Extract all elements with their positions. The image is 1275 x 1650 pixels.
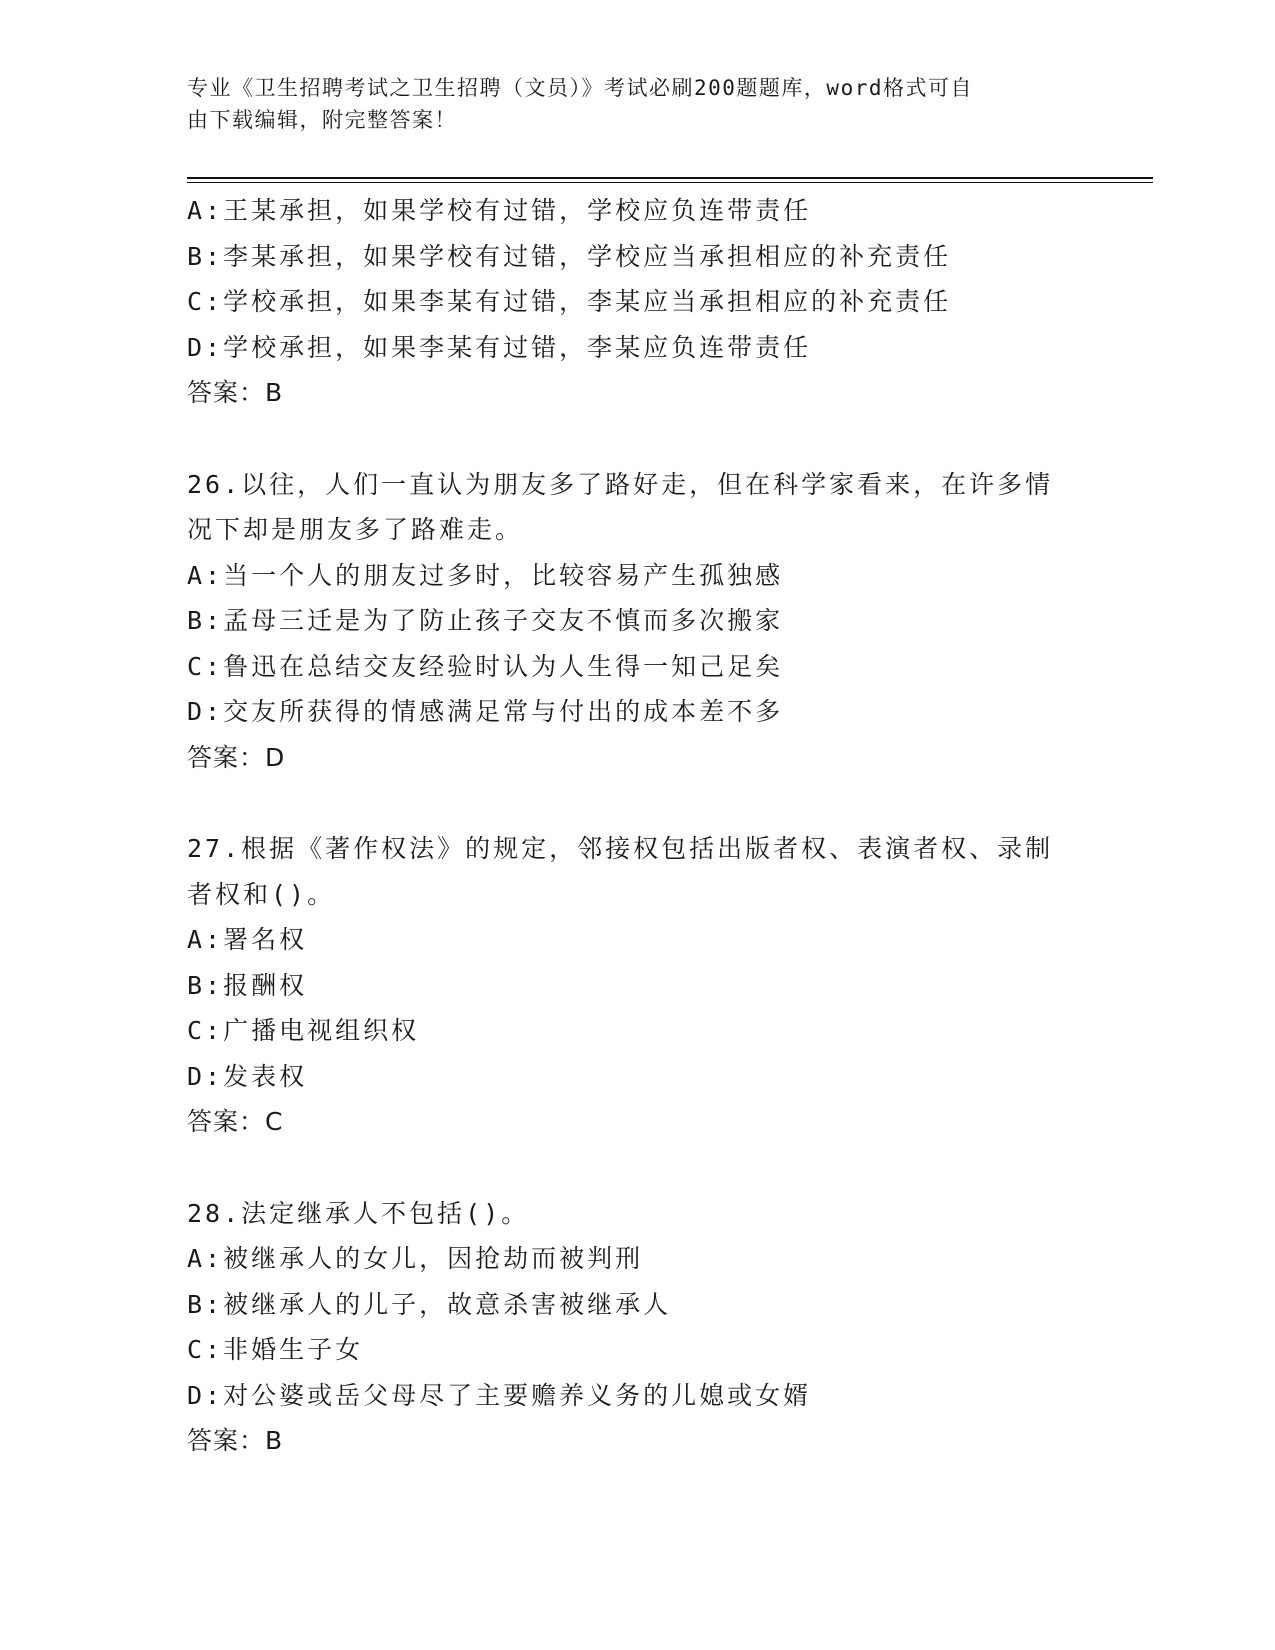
answer-line (187, 735, 1107, 781)
option-text: 鲁迅在总结交友经验时认为人生得一知己足矣 (223, 651, 784, 681)
answer-label: 答案： (187, 1107, 266, 1136)
option-d (187, 1373, 1107, 1419)
option-key: B: (187, 606, 224, 635)
option-c (187, 644, 1107, 690)
option-b (187, 1282, 1107, 1328)
document-header (187, 72, 1087, 136)
option-key: C: (187, 1335, 224, 1364)
option-key: C: (187, 651, 224, 681)
answer-label: 答案： (187, 1426, 266, 1455)
header-line-1: 专业《卫生招聘考试之卫生招聘（文员）》考试必刷200题题库，word格式可自 (187, 76, 973, 100)
header-divider-thin (187, 182, 1153, 183)
answer-label: 答案： (187, 378, 266, 407)
option-text: 孟母三迁是为了防止孩子交友不慎而多次搬家 (223, 606, 784, 635)
option-b (187, 963, 1107, 1009)
answer-line (187, 1418, 1107, 1464)
answer-value: B (265, 378, 284, 407)
option-key: A: (187, 925, 224, 954)
question-27 (187, 826, 1107, 1145)
option-text: 学校承担，如果李某有过错，李某应负连带责任 (223, 332, 812, 362)
option-key: C: (187, 287, 224, 316)
header-line-2: 由下载编辑，附完整答案！ (187, 108, 457, 132)
option-text: 发表权 (223, 1061, 308, 1091)
answer-line (187, 370, 1107, 416)
answer-value: B (265, 1426, 284, 1455)
option-d (187, 325, 1107, 371)
question-stem: 者权和()。 (187, 879, 336, 909)
option-key: B: (187, 1289, 224, 1319)
option-text: 报酬权 (223, 970, 308, 1000)
answer-label: 答案： (187, 742, 266, 772)
option-a (187, 1236, 1107, 1282)
option-c (187, 279, 1107, 325)
option-d (187, 1054, 1107, 1100)
document-body (187, 188, 1107, 1464)
answer-value: C (265, 1107, 284, 1136)
option-text: 学校承担，如果李某有过错，李某应当承担相应的补充责任 (223, 287, 952, 316)
option-a (187, 553, 1107, 599)
option-key: A: (187, 560, 224, 590)
option-c (187, 1008, 1107, 1054)
option-text: 对公婆或岳父母尽了主要赡养义务的儿媳或女婿 (223, 1380, 812, 1410)
option-text: 被继承人的女儿，因抢劫而被判刑 (223, 1244, 644, 1273)
question-stem: 26.以往，人们一直认为朋友多了路好走，但在科学家看来，在许多情 (187, 469, 1054, 499)
option-text: 交友所获得的情感满足常与付出的成本差不多 (223, 697, 784, 726)
option-c (187, 1327, 1107, 1373)
option-text: 王某承担，如果学校有过错，学校应负连带责任 (223, 196, 812, 225)
option-key: D: (187, 332, 224, 362)
question-stem: 28.法定继承人不包括()。 (187, 1198, 530, 1228)
question-stem: 27.根据《著作权法》的规定，邻接权包括出版者权、表演者权、录制 (187, 834, 1054, 863)
option-a (187, 917, 1107, 963)
option-text: 李某承担，如果学校有过错，学校应当承担相应的补充责任 (223, 241, 952, 271)
option-text: 被继承人的儿子，故意杀害被继承人 (223, 1289, 672, 1319)
answer-line (187, 1099, 1107, 1145)
option-key: C: (187, 1016, 224, 1045)
question-28 (187, 1191, 1107, 1464)
option-key: D: (187, 697, 224, 726)
option-key: D: (187, 1380, 224, 1410)
question-continued (187, 188, 1107, 416)
option-text: 署名权 (223, 925, 308, 954)
option-text: 广播电视组织权 (223, 1016, 420, 1045)
option-key: D: (187, 1061, 224, 1091)
option-key: A: (187, 1244, 224, 1273)
option-text: 当一个人的朋友过多时，比较容易产生孤独感 (223, 560, 784, 590)
option-key: A: (187, 196, 224, 225)
option-text: 非婚生子女 (223, 1335, 364, 1364)
question-26 (187, 462, 1107, 781)
option-a (187, 188, 1107, 234)
option-key: B: (187, 970, 224, 1000)
option-b (187, 234, 1107, 280)
question-stem: 况下却是朋友多了路难走。 (187, 515, 524, 544)
header-divider-thick (187, 177, 1153, 179)
option-b (187, 598, 1107, 644)
option-key: B: (187, 241, 224, 271)
option-d (187, 689, 1107, 735)
answer-value: D (265, 742, 286, 772)
